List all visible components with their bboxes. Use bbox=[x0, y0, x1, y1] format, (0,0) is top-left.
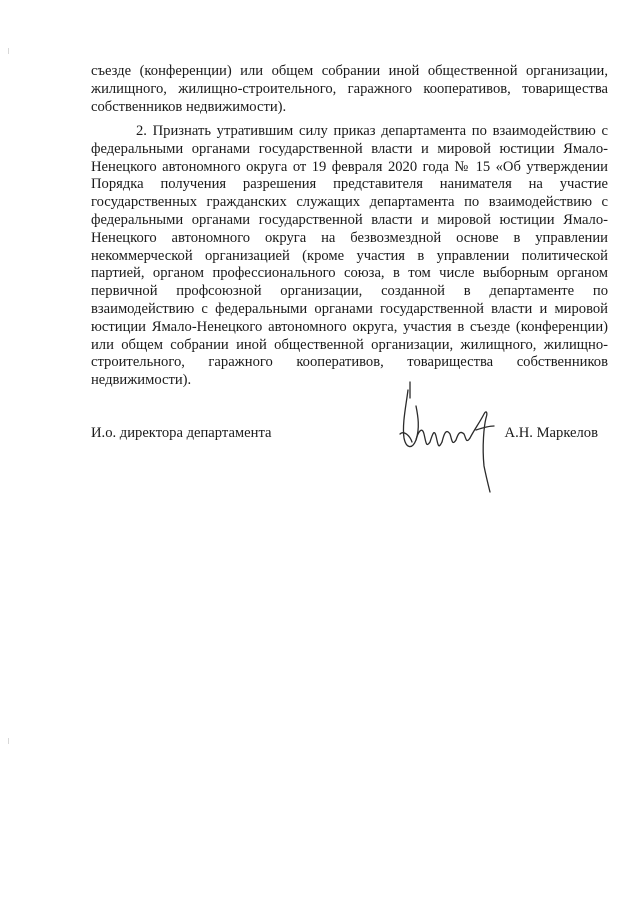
scan-margin-mark bbox=[8, 48, 9, 54]
signatory-name: А.Н. Маркелов bbox=[504, 425, 598, 441]
handwritten-signature bbox=[396, 376, 506, 496]
signatory-title: И.о. директора департамента bbox=[91, 425, 272, 441]
signature-block bbox=[91, 424, 608, 448]
scan-margin-mark bbox=[8, 738, 9, 744]
paragraph-continuation: съезде (конференции) или общем собрании иной общественной организации, жилищного, жилищно-строительного, гаражного кооперативов, товарищества собственников недвижимости). bbox=[91, 63, 608, 115]
paragraph-2: 2. Признать утратившим силу приказ департамента по взаимодействию с федеральными органами государственной власти и мировой юстиции Ямало-Ненецкого автономного округа от 19 февраля 2020 года № 15 «Об утверждении Порядка получения разрешения представителя нанимателя на участие государственных гражданских служащих департамента по взаимодействию с федеральными органами государственной власти и мировой юстиции Ямало-Ненецкого автономного округа на безвозмездной основе в управлении некоммерческой организацией (кроме участия в управлении политической партией, органом профессионального союза, в том числе выборным органом первичной профсоюзной организации, созданной в департаменте по взаимодействию с федеральными органами государственной власти и мировой юстиции Ямало-Ненецкого автономного округа, участия в съезде (конференции) или общем собрании иной общественной организации, жилищного, жилищно-строительного, гаражного кооперативов, товарищества собственников недвижимости). bbox=[91, 123, 608, 389]
